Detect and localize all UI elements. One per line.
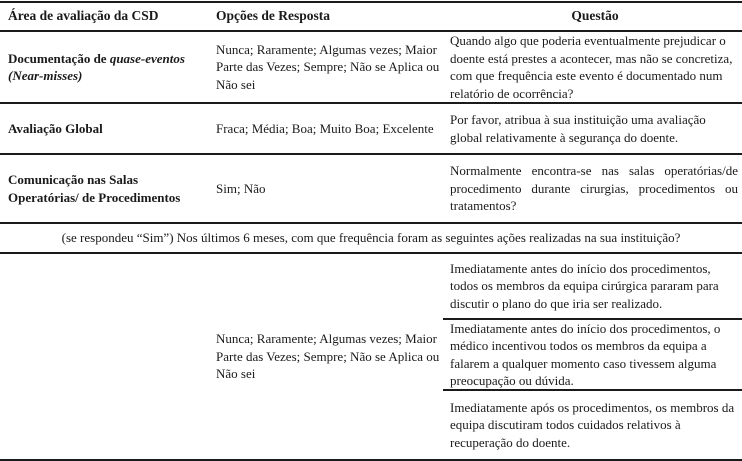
area-text: Avaliação Global: [8, 120, 103, 136]
header-question: [450, 2, 740, 30]
area-prefix: Documentação de: [8, 50, 110, 66]
header-area: [8, 2, 208, 30]
area-suffix: (Near-misses): [8, 68, 83, 83]
group-question-3: [450, 391, 738, 459]
row-question: [450, 155, 738, 222]
row-question: [450, 104, 738, 153]
row-area-near-misses: [8, 32, 213, 102]
table-bottom-rule: [0, 459, 742, 461]
header-options-label: Opções de Resposta: [216, 8, 330, 24]
area-italic: quase-eventos: [109, 50, 185, 66]
group-area: [8, 254, 208, 459]
header-options: [216, 2, 436, 30]
question-text: Por favor, atribua à sua instituição uma avaliação global relativamente à segurança do doente.: [450, 112, 706, 145]
options-text: Nunca; Raramente; Algumas vezes; Maior Parte das Vezes; Sempre; Não se Aplica ou Não sei: [216, 41, 440, 92]
question-text: Imediatamente após os procedimentos, os membros da equipa discutiram todos cuidados relativos à recuperação do doente.: [450, 399, 735, 450]
header-area-label: Área de avaliação da CSD: [8, 8, 159, 24]
note-text: (se respondeu “Sim”) Nos últimos 6 meses, com que frequência foram as seguintes ações realizadas na sua instituição?: [61, 230, 681, 246]
group-question-1: [450, 254, 738, 318]
question-text: Quando algo que poderia eventualmente prejudicar o doente está prestes a acontecer, mas não se concretiza, com que frequência este evento é documentado num relatório de ocorrência?: [450, 33, 733, 101]
question-text: Normalmente encontra-se nas salas operatórias/de procedimento durante cirurgias, procedimentos ou tratamentos?: [450, 163, 738, 214]
row-options: [216, 104, 446, 153]
question-text: Imediatamente antes do início dos procedimentos, todos os membros da equipa cirúrgica pararam para discutir o plano do que iria ser realizado.: [450, 260, 719, 311]
group-question-2: [450, 320, 738, 389]
header-question-label: Questão: [571, 8, 619, 24]
conditional-note: [0, 224, 742, 252]
area-text: Comunicação nas Salas Operatórias/ de Procedimentos: [8, 172, 181, 205]
options-text: Sim; Não: [216, 180, 266, 196]
row-options: [216, 155, 440, 222]
group-options: [216, 254, 440, 459]
row-area-communication: [8, 155, 208, 222]
options-text: Nunca; Raramente; Algumas vezes; Maior Parte das Vezes; Sempre; Não se Aplica ou Não sei: [216, 331, 440, 382]
options-text: Fraca; Média; Boa; Muito Boa; Excelente: [216, 120, 434, 136]
row-options: [216, 32, 440, 102]
row-area-global: [8, 104, 213, 153]
question-text: Imediatamente antes do início dos procedimentos, o médico incentivou todos os membros da equipa a falarem a qualquer momento caso tivessem alguma preocupação ou dúvida.: [450, 320, 721, 388]
row-question: [450, 32, 738, 102]
